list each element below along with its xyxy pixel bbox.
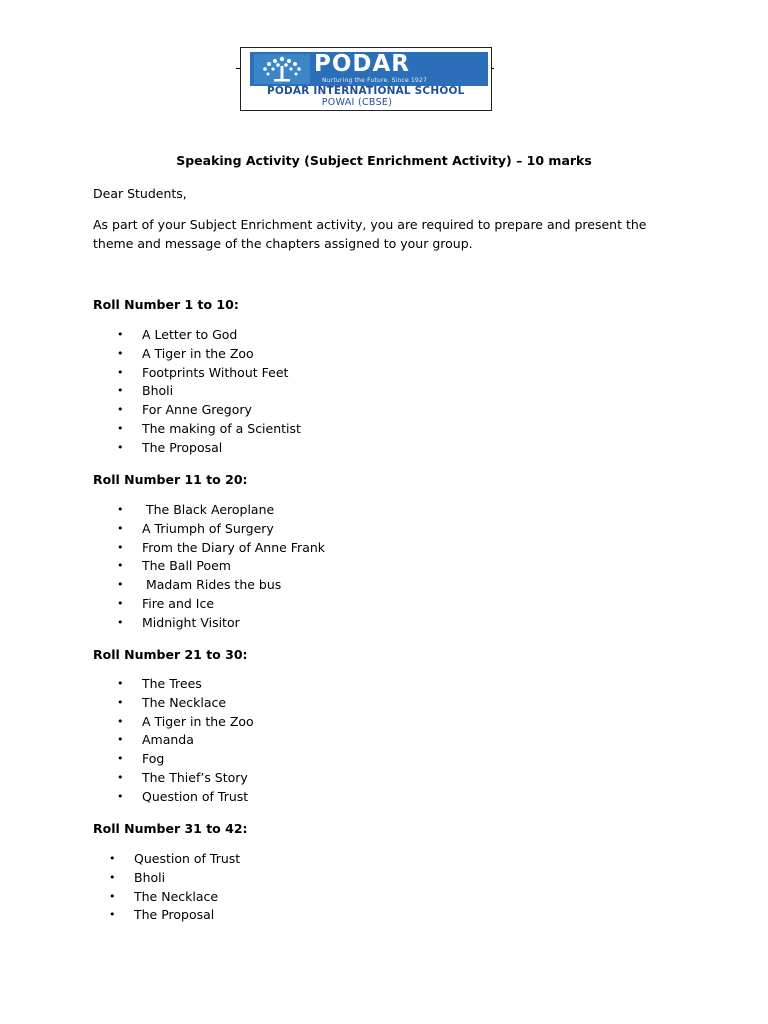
chapter-name: Fog <box>142 751 165 767</box>
bullet-icon: • <box>117 714 124 728</box>
bullet-icon: • <box>117 421 124 435</box>
chapter-name: Question of Trust <box>134 851 241 866</box>
logo-branch: POWAI (CBSE) <box>321 97 393 108</box>
bullet-icon: • <box>117 578 124 592</box>
bullet-icon: • <box>117 384 124 398</box>
bullet-icon: • <box>117 596 124 610</box>
bullet-icon: • <box>117 328 124 341</box>
greeting: Dear Students, <box>93 186 187 201</box>
bullet-icon: • <box>117 440 124 454</box>
bullet-icon: • <box>117 695 124 709</box>
chapter-name: The making of a Scientist <box>142 420 301 436</box>
chapter-name: Fire and Ice <box>142 595 215 611</box>
chapter-name: A Tiger in the Zoo <box>142 345 254 361</box>
bullet-icon: • <box>117 540 124 554</box>
chapter-name: The Ball Poem <box>142 558 231 574</box>
chapter-name: The Necklace <box>142 694 227 710</box>
bullet-icon: • <box>117 677 124 690</box>
bullet-icon: • <box>117 503 124 516</box>
chapter-name: Question of Trust <box>142 788 249 804</box>
bullet-icon: • <box>109 889 116 903</box>
bullet-icon: • <box>109 852 116 865</box>
logo-school-name: PODAR INTERNATIONAL SCHOOL <box>267 85 465 97</box>
bullet-icon: • <box>117 615 124 629</box>
bullet-icon: • <box>117 346 124 360</box>
bullet-icon: • <box>117 733 124 747</box>
tree-icon <box>254 54 310 84</box>
bullet-icon: • <box>117 770 124 784</box>
chapter-name: Bholi <box>134 869 166 885</box>
bullet-icon: • <box>117 789 124 803</box>
chapter-name: Amanda <box>142 732 194 748</box>
group-heading: Roll Number 1 to 10: <box>93 297 239 312</box>
logo-banner <box>250 52 488 86</box>
bullet-icon: • <box>117 403 124 417</box>
chapter-name: Bholi <box>142 383 174 399</box>
chapter-name: The Trees <box>142 676 202 691</box>
chapter-name: The Black Aeroplane <box>142 502 275 517</box>
bullet-icon: • <box>117 559 124 573</box>
group-heading: Roll Number 31 to 42: <box>93 821 248 836</box>
logo-brand: PODAR <box>314 51 411 77</box>
chapter-name: The Thief’s Story <box>142 769 248 785</box>
bullet-icon: • <box>117 521 124 535</box>
intro-paragraph: As part of your Subject Enrichment activity, you are required to prepare and present the theme and message of the chapters assigned to your group. <box>93 217 647 251</box>
chapter-name: The Necklace <box>134 888 219 904</box>
chapter-name: A Triumph of Surgery <box>142 520 274 536</box>
group-heading: Roll Number 11 to 20: <box>93 472 248 487</box>
chapter-name: Midnight Visitor <box>142 614 240 630</box>
bullet-icon: • <box>109 908 116 922</box>
chapter-name: For Anne Gregory <box>142 402 252 418</box>
chapter-name: The Proposal <box>142 439 223 455</box>
bullet-icon: • <box>117 365 124 379</box>
page-title: Speaking Activity (Subject Enrichment Activity) – 10 marks <box>176 153 592 168</box>
chapter-name: Madam Rides the bus <box>142 577 282 593</box>
chapter-name: The Proposal <box>134 907 215 923</box>
chapter-name: A Tiger in the Zoo <box>142 713 254 729</box>
chapter-name: From the Diary of Anne Frank <box>142 539 326 555</box>
chapter-name: Footprints Without Feet <box>142 364 289 380</box>
school-logo <box>240 47 492 111</box>
logo-tagline: Nurturing the Future. Since 1927 <box>322 77 428 84</box>
bullet-icon: • <box>117 752 124 766</box>
group-heading: Roll Number 21 to 30: <box>93 647 248 662</box>
bullet-icon: • <box>109 870 116 884</box>
chapter-name: A Letter to God <box>142 327 238 342</box>
